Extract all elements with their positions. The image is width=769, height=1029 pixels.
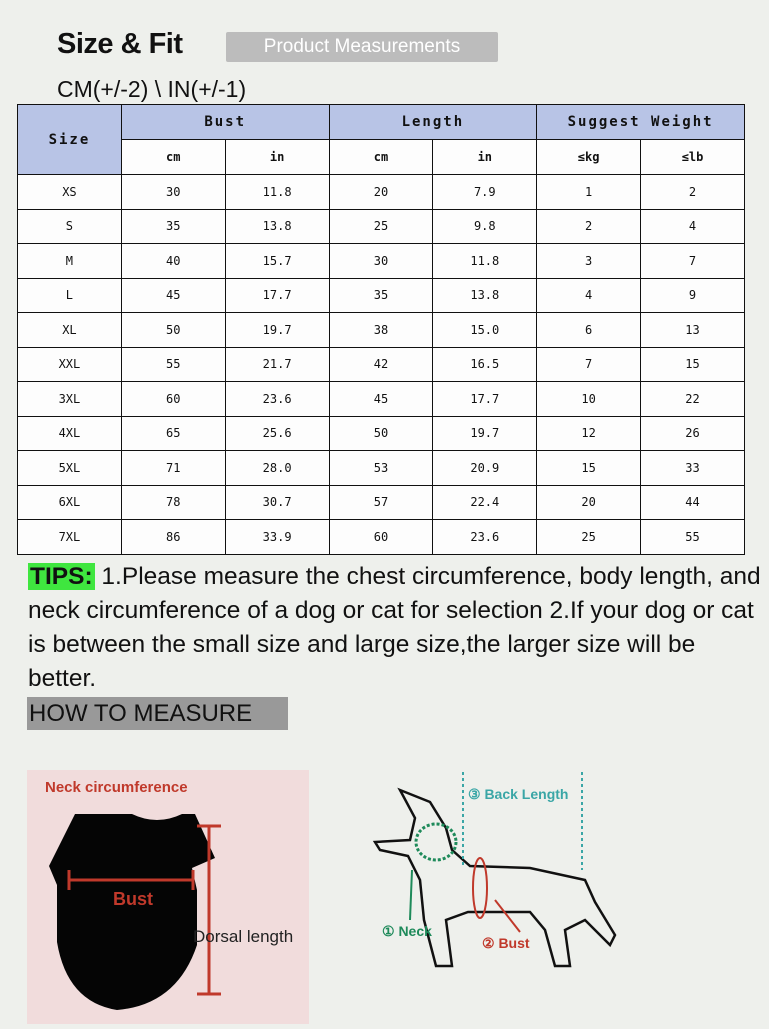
- length-cm-cell: 42: [329, 347, 433, 382]
- bust-cm-cell: 55: [121, 347, 225, 382]
- length-cm-cell: 50: [329, 416, 433, 451]
- dog-diagram: [360, 770, 640, 990]
- bust-cm-cell: 50: [121, 313, 225, 348]
- weight-lb-cell: 4: [641, 209, 745, 244]
- table-row: [18, 485, 745, 520]
- length-in-cell: 20.9: [433, 451, 537, 486]
- bust-in-cell: 30.7: [225, 485, 329, 520]
- bust-label: Bust: [113, 889, 153, 909]
- weight-kg-cell: 3: [537, 244, 641, 279]
- bust-cm-cell: 40: [121, 244, 225, 279]
- length-group-header: Length: [329, 105, 537, 140]
- weight-kg-cell: 15: [537, 451, 641, 486]
- length-cm-cell: 45: [329, 382, 433, 417]
- length-cm-cell: 53: [329, 451, 433, 486]
- weight-lb-cell: 7: [641, 244, 745, 279]
- tips-block: [28, 560, 768, 696]
- bust-in-cell: 33.9: [225, 520, 329, 555]
- how-to-measure-label: HOW TO MEASURE: [27, 697, 288, 730]
- length-cm-header: cm: [329, 140, 433, 175]
- size-cell: XL: [18, 313, 122, 348]
- weight-kg-cell: 4: [537, 278, 641, 313]
- length-cm-cell: 30: [329, 244, 433, 279]
- weight-kg-cell: 6: [537, 313, 641, 348]
- length-in-cell: 16.5: [433, 347, 537, 382]
- bust-cm-cell: 30: [121, 175, 225, 210]
- length-in-cell: 19.7: [433, 416, 537, 451]
- weight-kg-cell: 1: [537, 175, 641, 210]
- weight-kg-cell: 20: [537, 485, 641, 520]
- table-row: [18, 451, 745, 486]
- bust-pointer: [495, 900, 520, 932]
- length-in-cell: 22.4: [433, 485, 537, 520]
- length-cm-cell: 35: [329, 278, 433, 313]
- weight-kg-cell: 2: [537, 209, 641, 244]
- product-measurements-badge: Product Measurements: [226, 32, 498, 62]
- table-row: [18, 209, 745, 244]
- length-in-cell: 7.9: [433, 175, 537, 210]
- bust-in-cell: 23.6: [225, 382, 329, 417]
- unit-tolerance-note: CM(+/-2) \ IN(+/-1): [57, 76, 247, 102]
- weight-lb-cell: 13: [641, 313, 745, 348]
- size-cell: L: [18, 278, 122, 313]
- weight-lb-cell: 15: [641, 347, 745, 382]
- bust-in-cell: 25.6: [225, 416, 329, 451]
- weight-lb-cell: 44: [641, 485, 745, 520]
- weight-lb-cell: 33: [641, 451, 745, 486]
- weight-lb-cell: 2: [641, 175, 745, 210]
- table-row: [18, 382, 745, 417]
- bust-cm-cell: 71: [121, 451, 225, 486]
- bust-cm-cell: 60: [121, 382, 225, 417]
- table-row: [18, 175, 745, 210]
- size-cell: 3XL: [18, 382, 122, 417]
- size-table-body: [18, 175, 745, 555]
- length-cm-cell: 25: [329, 209, 433, 244]
- bust-in-cell: 21.7: [225, 347, 329, 382]
- length-cm-cell: 60: [329, 520, 433, 555]
- bust-cm-header: cm: [121, 140, 225, 175]
- size-cell: 6XL: [18, 485, 122, 520]
- bust-cm-cell: 35: [121, 209, 225, 244]
- length-in-cell: 13.8: [433, 278, 537, 313]
- length-cm-cell: 20: [329, 175, 433, 210]
- weight-lb-cell: 55: [641, 520, 745, 555]
- length-in-header: in: [433, 140, 537, 175]
- dog-bust-label: ② Bust: [482, 935, 530, 951]
- bust-in-cell: 15.7: [225, 244, 329, 279]
- dorsal-length-label: Dorsal length: [193, 927, 294, 946]
- length-in-cell: 17.7: [433, 382, 537, 417]
- weight-kg-cell: 12: [537, 416, 641, 451]
- neck-label: ① Neck: [382, 923, 432, 939]
- table-row: [18, 278, 745, 313]
- table-row: [18, 416, 745, 451]
- size-cell: 5XL: [18, 451, 122, 486]
- bust-cm-cell: 86: [121, 520, 225, 555]
- garment-illustration: [27, 770, 309, 1024]
- size-cell: 7XL: [18, 520, 122, 555]
- tips-text: 1.Please measure the chest circumference, body length, and neck circumference of a dog or cat for selection 2.If your dog or cat is between the small size and large size,the larger size will be better.: [28, 563, 761, 692]
- size-column-header: Size: [18, 105, 122, 175]
- length-in-cell: 23.6: [433, 520, 537, 555]
- size-cell: M: [18, 244, 122, 279]
- size-cell: S: [18, 209, 122, 244]
- weight-kg-cell: 7: [537, 347, 641, 382]
- neck-circumference-label: Neck circumference: [45, 779, 188, 796]
- length-in-cell: 11.8: [433, 244, 537, 279]
- table-row: [18, 244, 745, 279]
- garment-shape: [49, 814, 215, 1010]
- table-row: [18, 520, 745, 555]
- bust-in-cell: 19.7: [225, 313, 329, 348]
- bust-in-cell: 17.7: [225, 278, 329, 313]
- size-cell: 4XL: [18, 416, 122, 451]
- back-length-label: ③ Back Length: [468, 786, 569, 802]
- bust-in-cell: 13.8: [225, 209, 329, 244]
- bust-in-cell: 28.0: [225, 451, 329, 486]
- weight-lb-cell: 9: [641, 278, 745, 313]
- bust-in-header: in: [225, 140, 329, 175]
- garment-diagram: [27, 770, 309, 1024]
- length-cm-cell: 38: [329, 313, 433, 348]
- weight-lb-cell: 26: [641, 416, 745, 451]
- weight-lb-cell: 22: [641, 382, 745, 417]
- table-row: [18, 313, 745, 348]
- dog-illustration: [360, 770, 640, 990]
- bust-cm-cell: 45: [121, 278, 225, 313]
- weight-kg-cell: 10: [537, 382, 641, 417]
- tips-tag: TIPS:: [30, 563, 93, 590]
- neck-pointer: [410, 870, 412, 920]
- table-row: [18, 347, 745, 382]
- size-cell: XXL: [18, 347, 122, 382]
- page-title: Size & Fit: [57, 28, 183, 60]
- length-in-cell: 15.0: [433, 313, 537, 348]
- bust-cm-cell: 65: [121, 416, 225, 451]
- weight-kg-header: ≤kg: [537, 140, 641, 175]
- bust-in-cell: 11.8: [225, 175, 329, 210]
- size-table: [17, 104, 745, 555]
- length-cm-cell: 57: [329, 485, 433, 520]
- bust-group-header: Bust: [121, 105, 329, 140]
- bust-cm-cell: 78: [121, 485, 225, 520]
- weight-group-header: Suggest Weight: [537, 105, 745, 140]
- weight-lb-header: ≤lb: [641, 140, 745, 175]
- length-in-cell: 9.8: [433, 209, 537, 244]
- size-cell: XS: [18, 175, 122, 210]
- weight-kg-cell: 25: [537, 520, 641, 555]
